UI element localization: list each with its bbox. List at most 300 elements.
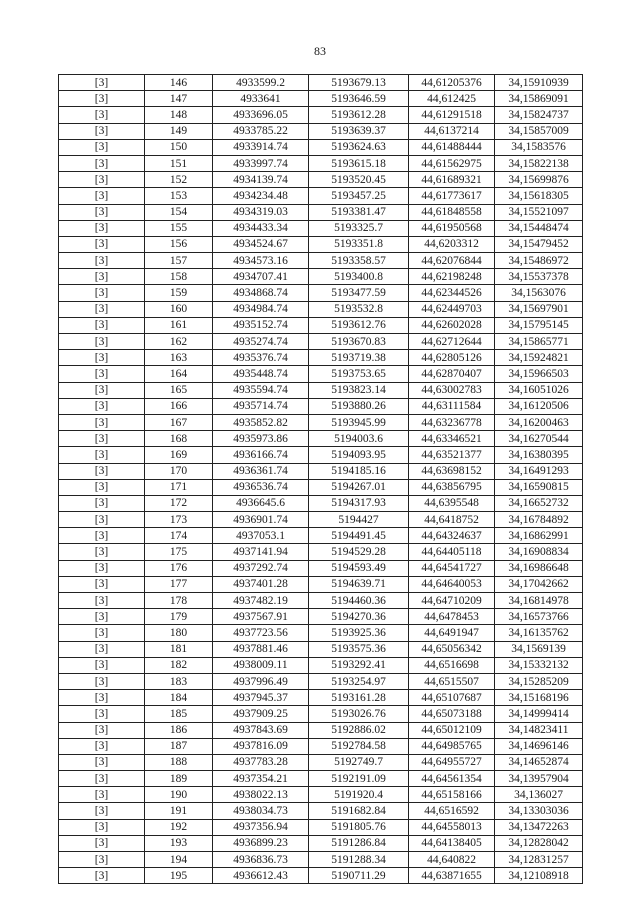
y-coordinate-cell: 5193615.18 (309, 155, 409, 171)
point-number-cell: 155 (145, 220, 213, 236)
ref-cell: [3] (59, 852, 145, 868)
point-number-cell: 163 (145, 350, 213, 366)
latitude-cell: 44,612425 (409, 91, 495, 107)
point-number-cell: 153 (145, 188, 213, 204)
longitude-cell: 34,136027 (495, 787, 583, 803)
table-row (59, 123, 583, 139)
ref-cell: [3] (59, 253, 145, 269)
table-row (59, 382, 583, 398)
latitude-cell: 44,6395548 (409, 495, 495, 511)
table-row (59, 706, 583, 722)
point-number-cell: 165 (145, 382, 213, 398)
ref-cell: [3] (59, 75, 145, 91)
y-coordinate-cell: 5193358.57 (309, 253, 409, 269)
x-coordinate-cell: 4936166.74 (213, 447, 309, 463)
ref-cell: [3] (59, 835, 145, 851)
latitude-cell: 44,62449703 (409, 301, 495, 317)
latitude-cell: 44,63111584 (409, 398, 495, 414)
ref-cell: [3] (59, 479, 145, 495)
point-number-cell: 159 (145, 285, 213, 301)
ref-cell: [3] (59, 220, 145, 236)
point-number-cell: 195 (145, 868, 213, 884)
point-number-cell: 147 (145, 91, 213, 107)
x-coordinate-cell: 4933997.74 (213, 155, 309, 171)
table-row (59, 414, 583, 430)
longitude-cell: 34,16491293 (495, 463, 583, 479)
ref-cell: [3] (59, 269, 145, 285)
y-coordinate-cell: 5191286.84 (309, 835, 409, 851)
table-row (59, 447, 583, 463)
latitude-cell: 44,61488444 (409, 139, 495, 155)
longitude-cell: 34,15618305 (495, 188, 583, 204)
x-coordinate-cell: 4937816.09 (213, 738, 309, 754)
point-number-cell: 146 (145, 75, 213, 91)
x-coordinate-cell: 4936536.74 (213, 479, 309, 495)
point-number-cell: 184 (145, 690, 213, 706)
latitude-cell: 44,65158166 (409, 787, 495, 803)
table-row (59, 366, 583, 382)
x-coordinate-cell: 4935152.74 (213, 317, 309, 333)
latitude-cell: 44,65012109 (409, 722, 495, 738)
ref-cell: [3] (59, 463, 145, 479)
y-coordinate-cell: 5193612.28 (309, 107, 409, 123)
y-coordinate-cell: 5193381.47 (309, 204, 409, 220)
point-number-cell: 171 (145, 479, 213, 495)
x-coordinate-cell: 4937356.94 (213, 819, 309, 835)
y-coordinate-cell: 5193670.83 (309, 334, 409, 350)
point-number-cell: 194 (145, 852, 213, 868)
x-coordinate-cell: 4937881.46 (213, 641, 309, 657)
ref-cell: [3] (59, 495, 145, 511)
x-coordinate-cell: 4933696.05 (213, 107, 309, 123)
longitude-cell: 34,13957904 (495, 771, 583, 787)
latitude-cell: 44,63236778 (409, 414, 495, 430)
table-row (59, 576, 583, 592)
x-coordinate-cell: 4934868.74 (213, 285, 309, 301)
ref-cell: [3] (59, 447, 145, 463)
latitude-cell: 44,6515507 (409, 673, 495, 689)
ref-cell: [3] (59, 819, 145, 835)
longitude-cell: 34,16200463 (495, 414, 583, 430)
ref-cell: [3] (59, 398, 145, 414)
y-coordinate-cell: 5190711.29 (309, 868, 409, 884)
y-coordinate-cell: 5192886.02 (309, 722, 409, 738)
longitude-cell: 34,16051026 (495, 382, 583, 398)
table-row (59, 528, 583, 544)
x-coordinate-cell: 4937401.28 (213, 576, 309, 592)
latitude-cell: 44,62870407 (409, 366, 495, 382)
page-number: 83 (314, 44, 326, 58)
latitude-cell: 44,6516592 (409, 803, 495, 819)
longitude-cell: 34,13472263 (495, 819, 583, 835)
ref-cell: [3] (59, 172, 145, 188)
x-coordinate-cell: 4935376.74 (213, 350, 309, 366)
y-coordinate-cell: 5193161.28 (309, 690, 409, 706)
longitude-cell: 34,16590815 (495, 479, 583, 495)
point-number-cell: 181 (145, 641, 213, 657)
table-row (59, 479, 583, 495)
point-number-cell: 186 (145, 722, 213, 738)
latitude-cell: 44,6478453 (409, 609, 495, 625)
ref-cell: [3] (59, 787, 145, 803)
y-coordinate-cell: 5191920.4 (309, 787, 409, 803)
longitude-cell: 34,15924821 (495, 350, 583, 366)
point-number-cell: 174 (145, 528, 213, 544)
longitude-cell: 34,15285209 (495, 673, 583, 689)
point-number-cell: 154 (145, 204, 213, 220)
point-number-cell: 156 (145, 236, 213, 252)
x-coordinate-cell: 4935448.74 (213, 366, 309, 382)
point-number-cell: 172 (145, 495, 213, 511)
longitude-cell: 34,14999414 (495, 706, 583, 722)
x-coordinate-cell: 4938022.13 (213, 787, 309, 803)
point-number-cell: 168 (145, 431, 213, 447)
latitude-cell: 44,640822 (409, 852, 495, 868)
table-row (59, 91, 583, 107)
table-row (59, 609, 583, 625)
latitude-cell: 44,64405118 (409, 544, 495, 560)
longitude-cell: 34,15822138 (495, 155, 583, 171)
latitude-cell: 44,65073188 (409, 706, 495, 722)
point-number-cell: 152 (145, 172, 213, 188)
x-coordinate-cell: 4934139.74 (213, 172, 309, 188)
latitude-cell: 44,63002783 (409, 382, 495, 398)
latitude-cell: 44,6203312 (409, 236, 495, 252)
latitude-cell: 44,62344526 (409, 285, 495, 301)
longitude-cell: 34,15168196 (495, 690, 583, 706)
longitude-cell: 34,15448474 (495, 220, 583, 236)
latitude-cell: 44,6516698 (409, 657, 495, 673)
latitude-cell: 44,64561354 (409, 771, 495, 787)
x-coordinate-cell: 4937292.74 (213, 560, 309, 576)
point-number-cell: 151 (145, 155, 213, 171)
x-coordinate-cell: 4938009.11 (213, 657, 309, 673)
longitude-cell: 34,15865771 (495, 334, 583, 350)
ref-cell: [3] (59, 609, 145, 625)
x-coordinate-cell: 4937945.37 (213, 690, 309, 706)
point-number-cell: 149 (145, 123, 213, 139)
ref-cell: [3] (59, 285, 145, 301)
x-coordinate-cell: 4937567.91 (213, 609, 309, 625)
table-row (59, 301, 583, 317)
point-number-cell: 188 (145, 754, 213, 770)
longitude-cell: 34,14823411 (495, 722, 583, 738)
point-number-cell: 185 (145, 706, 213, 722)
latitude-cell: 44,61848558 (409, 204, 495, 220)
latitude-cell: 44,63871655 (409, 868, 495, 884)
point-number-cell: 150 (145, 139, 213, 155)
table-row (59, 544, 583, 560)
table-row (59, 236, 583, 252)
table-row (59, 868, 583, 884)
y-coordinate-cell: 5194639.71 (309, 576, 409, 592)
ref-cell: [3] (59, 593, 145, 609)
y-coordinate-cell: 5193400.8 (309, 269, 409, 285)
y-coordinate-cell: 5193575.36 (309, 641, 409, 657)
x-coordinate-cell: 4934707.41 (213, 269, 309, 285)
y-coordinate-cell: 5193520.45 (309, 172, 409, 188)
longitude-cell: 34,16120506 (495, 398, 583, 414)
table-row (59, 334, 583, 350)
y-coordinate-cell: 5193292.41 (309, 657, 409, 673)
longitude-cell: 34,14652874 (495, 754, 583, 770)
x-coordinate-cell: 4935973.86 (213, 431, 309, 447)
coordinates-table-body (59, 75, 583, 884)
longitude-cell: 34,15857009 (495, 123, 583, 139)
longitude-cell: 34,1569139 (495, 641, 583, 657)
longitude-cell: 34,14696146 (495, 738, 583, 754)
longitude-cell: 34,15332132 (495, 657, 583, 673)
longitude-cell: 34,15699876 (495, 172, 583, 188)
y-coordinate-cell: 5194267.01 (309, 479, 409, 495)
table-row (59, 835, 583, 851)
table-row (59, 204, 583, 220)
table-row (59, 285, 583, 301)
y-coordinate-cell: 5194003.6 (309, 431, 409, 447)
latitude-cell: 44,6491947 (409, 625, 495, 641)
y-coordinate-cell: 5193719.38 (309, 350, 409, 366)
latitude-cell: 44,64710209 (409, 593, 495, 609)
y-coordinate-cell: 5194270.36 (309, 609, 409, 625)
point-number-cell: 193 (145, 835, 213, 851)
point-number-cell: 162 (145, 334, 213, 350)
y-coordinate-cell: 5193880.26 (309, 398, 409, 414)
ref-cell: [3] (59, 334, 145, 350)
x-coordinate-cell: 4936836.73 (213, 852, 309, 868)
longitude-cell: 34,16814978 (495, 593, 583, 609)
table-row (59, 172, 583, 188)
point-number-cell: 161 (145, 317, 213, 333)
ref-cell: [3] (59, 722, 145, 738)
x-coordinate-cell: 4934524.67 (213, 236, 309, 252)
y-coordinate-cell: 5194427 (309, 512, 409, 528)
point-number-cell: 179 (145, 609, 213, 625)
table-row (59, 722, 583, 738)
x-coordinate-cell: 4934433.34 (213, 220, 309, 236)
table-row (59, 673, 583, 689)
table-row (59, 139, 583, 155)
table-row (59, 188, 583, 204)
latitude-cell: 44,62805126 (409, 350, 495, 366)
y-coordinate-cell: 5193325.7 (309, 220, 409, 236)
ref-cell: [3] (59, 236, 145, 252)
y-coordinate-cell: 5191805.76 (309, 819, 409, 835)
point-number-cell: 189 (145, 771, 213, 787)
table-row (59, 852, 583, 868)
point-number-cell: 183 (145, 673, 213, 689)
ref-cell: [3] (59, 706, 145, 722)
x-coordinate-cell: 4936901.74 (213, 512, 309, 528)
ref-cell: [3] (59, 431, 145, 447)
latitude-cell: 44,61773617 (409, 188, 495, 204)
latitude-cell: 44,64541727 (409, 560, 495, 576)
y-coordinate-cell: 5193925.36 (309, 625, 409, 641)
ref-cell: [3] (59, 91, 145, 107)
ref-cell: [3] (59, 576, 145, 592)
table-row (59, 107, 583, 123)
latitude-cell: 44,63856795 (409, 479, 495, 495)
x-coordinate-cell: 4936645.6 (213, 495, 309, 511)
longitude-cell: 34,15795145 (495, 317, 583, 333)
latitude-cell: 44,64955727 (409, 754, 495, 770)
table-row (59, 350, 583, 366)
longitude-cell: 34,16652732 (495, 495, 583, 511)
point-number-cell: 192 (145, 819, 213, 835)
y-coordinate-cell: 5193646.59 (309, 91, 409, 107)
longitude-cell: 34,15486972 (495, 253, 583, 269)
y-coordinate-cell: 5194593.49 (309, 560, 409, 576)
latitude-cell: 44,61205376 (409, 75, 495, 91)
point-number-cell: 173 (145, 512, 213, 528)
table-row (59, 771, 583, 787)
point-number-cell: 167 (145, 414, 213, 430)
x-coordinate-cell: 4937141.94 (213, 544, 309, 560)
x-coordinate-cell: 4937783.28 (213, 754, 309, 770)
longitude-cell: 34,12828042 (495, 835, 583, 851)
x-coordinate-cell: 4937723.56 (213, 625, 309, 641)
point-number-cell: 190 (145, 787, 213, 803)
y-coordinate-cell: 5193457.25 (309, 188, 409, 204)
y-coordinate-cell: 5191288.34 (309, 852, 409, 868)
ref-cell: [3] (59, 366, 145, 382)
point-number-cell: 187 (145, 738, 213, 754)
longitude-cell: 34,16270544 (495, 431, 583, 447)
latitude-cell: 44,62198248 (409, 269, 495, 285)
latitude-cell: 44,61291518 (409, 107, 495, 123)
longitude-cell: 34,16784892 (495, 512, 583, 528)
point-number-cell: 164 (145, 366, 213, 382)
point-number-cell: 191 (145, 803, 213, 819)
latitude-cell: 44,65056342 (409, 641, 495, 657)
x-coordinate-cell: 4933599.2 (213, 75, 309, 91)
table-row (59, 754, 583, 770)
x-coordinate-cell: 4938034.73 (213, 803, 309, 819)
table-row (59, 431, 583, 447)
longitude-cell: 34,16573766 (495, 609, 583, 625)
ref-cell: [3] (59, 204, 145, 220)
ref-cell: [3] (59, 188, 145, 204)
latitude-cell: 44,64138405 (409, 835, 495, 851)
point-number-cell: 148 (145, 107, 213, 123)
y-coordinate-cell: 5192191.09 (309, 771, 409, 787)
ref-cell: [3] (59, 107, 145, 123)
longitude-cell: 34,16908834 (495, 544, 583, 560)
y-coordinate-cell: 5194185.16 (309, 463, 409, 479)
table-row (59, 657, 583, 673)
x-coordinate-cell: 4937843.69 (213, 722, 309, 738)
latitude-cell: 44,61950568 (409, 220, 495, 236)
point-number-cell: 176 (145, 560, 213, 576)
longitude-cell: 34,12108918 (495, 868, 583, 884)
latitude-cell: 44,65107687 (409, 690, 495, 706)
longitude-cell: 34,16380395 (495, 447, 583, 463)
y-coordinate-cell: 5191682.84 (309, 803, 409, 819)
x-coordinate-cell: 4937354.21 (213, 771, 309, 787)
y-coordinate-cell: 5193026.76 (309, 706, 409, 722)
table-row (59, 803, 583, 819)
y-coordinate-cell: 5193945.99 (309, 414, 409, 430)
table-row (59, 690, 583, 706)
longitude-cell: 34,15697901 (495, 301, 583, 317)
y-coordinate-cell: 5193254.97 (309, 673, 409, 689)
ref-cell: [3] (59, 803, 145, 819)
ref-cell: [3] (59, 771, 145, 787)
latitude-cell: 44,62712644 (409, 334, 495, 350)
y-coordinate-cell: 5193624.63 (309, 139, 409, 155)
latitude-cell: 44,62076844 (409, 253, 495, 269)
x-coordinate-cell: 4936361.74 (213, 463, 309, 479)
latitude-cell: 44,61562975 (409, 155, 495, 171)
table-row (59, 398, 583, 414)
longitude-cell: 34,16135762 (495, 625, 583, 641)
y-coordinate-cell: 5194491.45 (309, 528, 409, 544)
y-coordinate-cell: 5193477.59 (309, 285, 409, 301)
longitude-cell: 34,15910939 (495, 75, 583, 91)
longitude-cell: 34,15966503 (495, 366, 583, 382)
table-row (59, 738, 583, 754)
ref-cell: [3] (59, 625, 145, 641)
point-number-cell: 182 (145, 657, 213, 673)
y-coordinate-cell: 5193753.65 (309, 366, 409, 382)
table-row (59, 269, 583, 285)
latitude-cell: 44,64985765 (409, 738, 495, 754)
ref-cell: [3] (59, 155, 145, 171)
table-row (59, 560, 583, 576)
x-coordinate-cell: 4937996.49 (213, 673, 309, 689)
x-coordinate-cell: 4933785.22 (213, 123, 309, 139)
table-row (59, 317, 583, 333)
ref-cell: [3] (59, 123, 145, 139)
x-coordinate-cell: 4935714.74 (213, 398, 309, 414)
coordinates-table (58, 74, 583, 884)
point-number-cell: 178 (145, 593, 213, 609)
x-coordinate-cell: 4937482.19 (213, 593, 309, 609)
longitude-cell: 34,16986648 (495, 560, 583, 576)
point-number-cell: 157 (145, 253, 213, 269)
x-coordinate-cell: 4935852.82 (213, 414, 309, 430)
y-coordinate-cell: 5193532.8 (309, 301, 409, 317)
ref-cell: [3] (59, 560, 145, 576)
ref-cell: [3] (59, 641, 145, 657)
longitude-cell: 34,15537378 (495, 269, 583, 285)
latitude-cell: 44,64640053 (409, 576, 495, 592)
x-coordinate-cell: 4936899.23 (213, 835, 309, 851)
y-coordinate-cell: 5192749.7 (309, 754, 409, 770)
x-coordinate-cell: 4937053.1 (213, 528, 309, 544)
table-row (59, 253, 583, 269)
table-row (59, 512, 583, 528)
point-number-cell: 158 (145, 269, 213, 285)
ref-cell: [3] (59, 414, 145, 430)
longitude-cell: 34,17042662 (495, 576, 583, 592)
longitude-cell: 34,15824737 (495, 107, 583, 123)
x-coordinate-cell: 4934573.16 (213, 253, 309, 269)
point-number-cell: 166 (145, 398, 213, 414)
ref-cell: [3] (59, 317, 145, 333)
x-coordinate-cell: 4934984.74 (213, 301, 309, 317)
y-coordinate-cell: 5192784.58 (309, 738, 409, 754)
ref-cell: [3] (59, 673, 145, 689)
longitude-cell: 34,13303036 (495, 803, 583, 819)
y-coordinate-cell: 5194317.93 (309, 495, 409, 511)
y-coordinate-cell: 5194529.28 (309, 544, 409, 560)
x-coordinate-cell: 4937909.25 (213, 706, 309, 722)
latitude-cell: 44,64558013 (409, 819, 495, 835)
x-coordinate-cell: 4933641 (213, 91, 309, 107)
ref-cell: [3] (59, 528, 145, 544)
table-row (59, 787, 583, 803)
ref-cell: [3] (59, 301, 145, 317)
